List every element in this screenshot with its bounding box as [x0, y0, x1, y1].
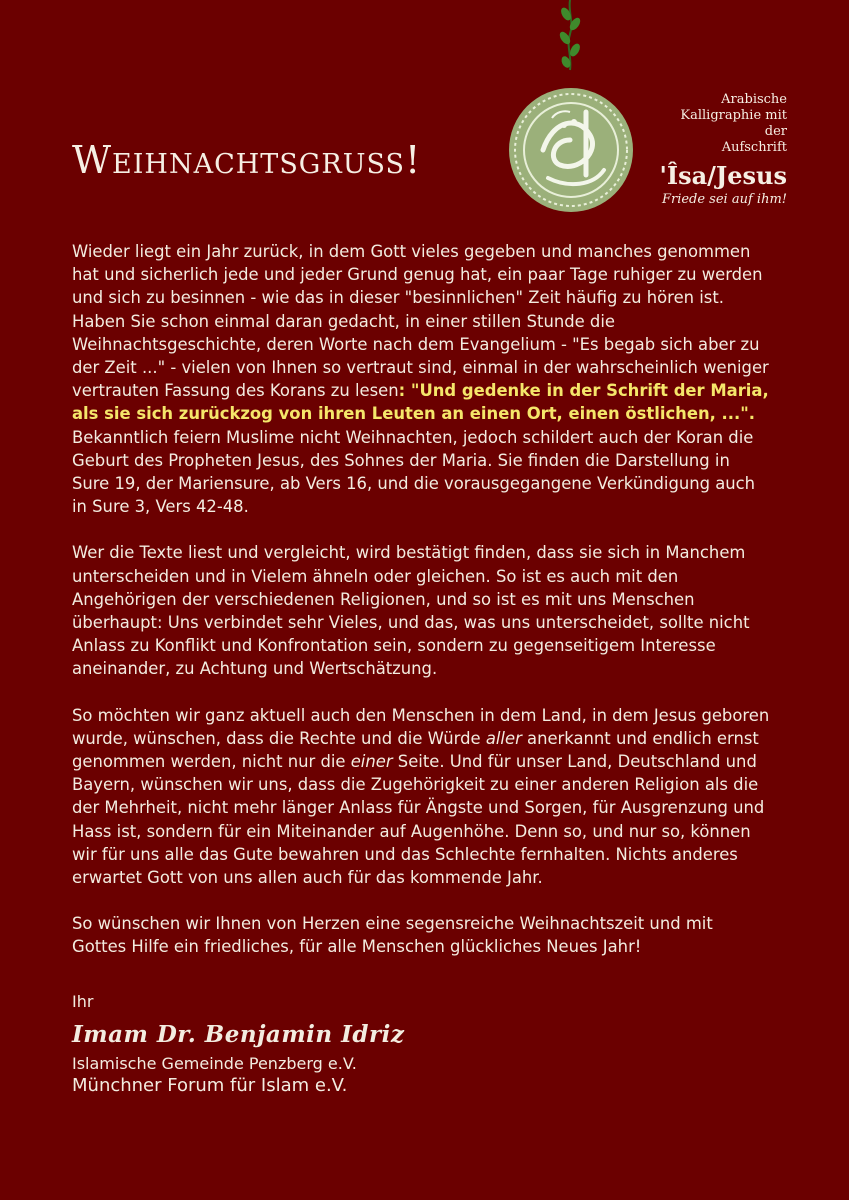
emphasis-einer: einer	[350, 752, 393, 772]
page-title: Weihnachtsgruss!	[72, 138, 422, 182]
paragraph-1-text-b: Bekanntlich feiern Muslime nicht Weihnachten, jedoch schildert auch der Koran die Geburt des Propheten Jesus, des Sohnes der Maria. Sie finden die Darstellung in Sure 19, der Mariensure, ab Vers 16, und die vorausgegangene Verkündigung auch in Sure 3, Vers 42-48.	[72, 427, 756, 517]
organization-2: Münchner Forum für Islam e.V.	[72, 1075, 348, 1096]
quran-quote: : "Und gedenke in der Schrift der Maria, als sie sich zurückzog von ihren Leuten an einen Ort, einen östlichen, ...".	[72, 381, 769, 424]
paragraph-1	[72, 240, 772, 518]
caption-line-3: Aufschrift	[721, 140, 787, 155]
calligraphy-caption	[655, 92, 787, 207]
emphasis-aller: aller	[485, 728, 522, 748]
signature-name: Imam Dr. Benjamin Idriz	[72, 1021, 405, 1048]
paragraph-3-text-b: anerkannt und endlich ernst genommen werden, nicht nur die	[72, 728, 759, 772]
paragraph-3	[72, 704, 772, 890]
closing-word: Ihr	[72, 992, 94, 1011]
letter-body	[72, 240, 772, 982]
caption-line-2: Kalligraphie mit der	[680, 108, 787, 139]
caption-name: 'Îsa/Jesus	[659, 161, 787, 190]
caption-line-1: Arabische	[721, 92, 787, 107]
paragraph-2: Wer die Texte liest und vergleicht, wird bestätigt finden, dass sie sich in Manchem unterscheiden und in Vielem ähneln oder gleichen. So ist es auch mit den Angehörigen der verschiedenen Religionen, und so ist es mit uns Menschen überhaupt: Uns verbindet sehr Vieles, und das, was uns unterscheidet, sollte nicht Anlass zu Konflikt und Konfrontation sein, sondern zu gegenseitigem Interesse aneinander, zu Achtung und Wertschätzung.	[72, 543, 750, 679]
caption-blessing: Friede sei auf ihm!	[661, 192, 787, 207]
paragraph-4: So wünschen wir Ihnen von Herzen eine segensreiche Weihnachtszeit und mit Gottes Hilfe ein friedliches, für alle Menschen glückliches Neues Jahr!	[72, 914, 713, 957]
paragraph-3-text-c: Seite. Und für unser Land, Deutschland und Bayern, wünschen wir uns, dass die Zugehörigkeit zu einer anderen Religion als die der Mehrheit, nicht mehr länger Anlass für Ängste und Sorgen, für Ausgrenzung und Hass ist, sondern für ein Miteinander auf Augenhöhe. Denn so, und nur so, können wir für uns alle das Gute bewahren und das Schlechte fernhalten. Nichts anderes erwartet Gott von uns allen auch für das kommende Jahr.	[72, 752, 765, 888]
signature-block	[72, 992, 772, 1096]
paragraph-1-text-a: Wieder liegt ein Jahr zurück, in dem Gott vieles gegeben und manches genommen hat und sicherlich jede und jeder Grund genug hat, ein paar Tage ruhiger zu werden und sich zu besinnen - wie das in dieser "besinnlichen" Zeit häufig zu hören ist. Haben Sie schon einmal daran gedacht, in einer stillen Stunde die Weihnachtsgeschichte, deren Worte nach dem Evangelium - "Es begab sich aber zu der Zeit ..." - vielen von Ihnen so vertraut sind, einmal in der wahrscheinlich weniger vertrauten Fassung des Korans zu lesen	[72, 242, 769, 401]
calligraphy-seal-icon	[508, 0, 638, 220]
organization-1: Islamische Gemeinde Penzberg e.V.	[72, 1054, 357, 1073]
paragraph-3-text-a: So möchten wir ganz aktuell auch den Menschen in dem Land, in dem Jesus geboren wurde, wünschen, dass die Rechte und die Würde	[72, 705, 770, 748]
